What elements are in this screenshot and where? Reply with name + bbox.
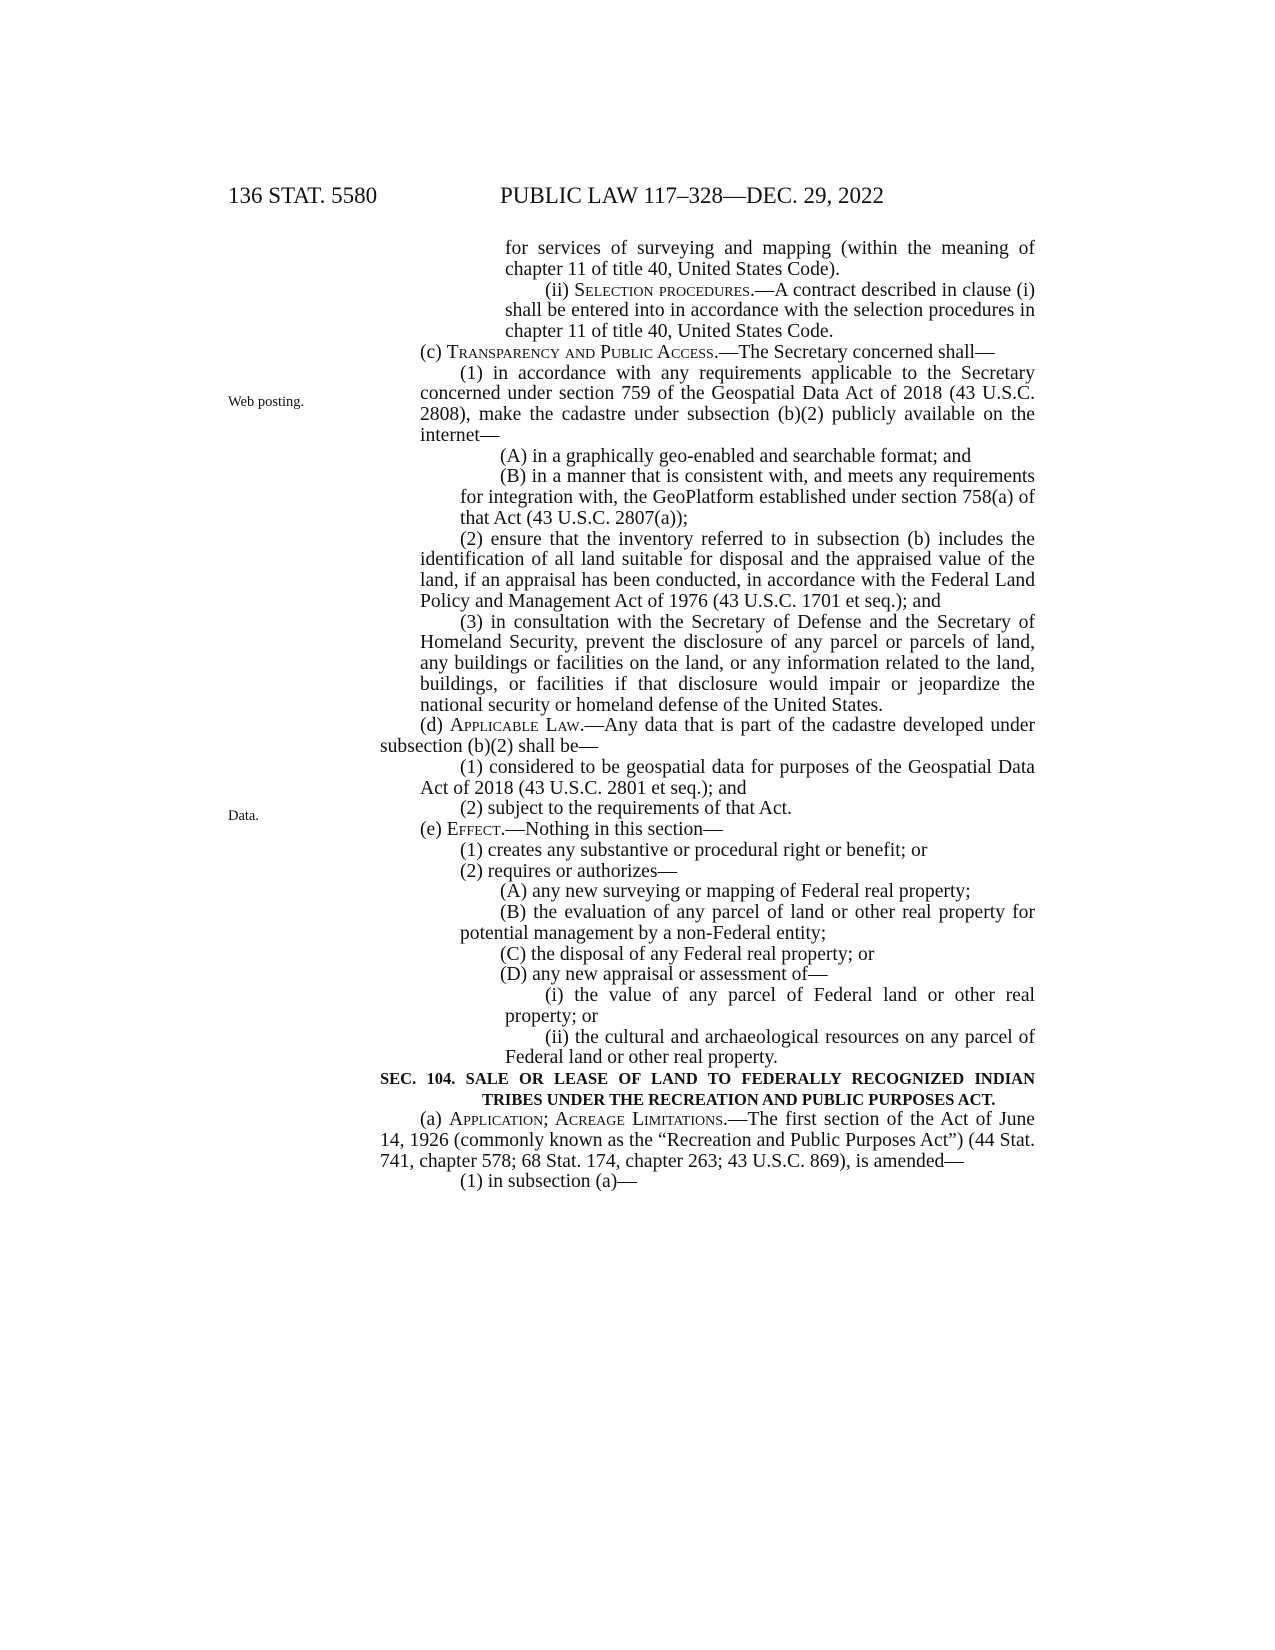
subsection-c-paragraph-1-b: (B) in a manner that is consistent with, and meets any requirements for integration with, the GeoPlatform established under section 758(a) of that Act (43 U.S.C. 2807(a));: [460, 466, 1035, 529]
subsection-d: [380, 716, 1035, 758]
paragraph-b-clause-i-continuation: for services of surveying and mapping (within the meaning of chapter 11 of title 40, United States Code).: [505, 238, 1035, 280]
section-104-subsection-a-paragraph-1: (1) in subsection (a)—: [460, 1171, 637, 1193]
subsection-text: .—The Secretary concerned shall—: [713, 341, 995, 363]
stat-reference: 136 STAT. 5580: [228, 183, 378, 208]
subsection-e-paragraph-2-c: (C) the disposal of any Federal real property; or: [500, 943, 875, 965]
subsection-heading: Applicable Law: [449, 715, 580, 737]
subsection-number: (e): [420, 819, 447, 840]
public-law-reference: PUBLIC LAW 117–328—DEC. 29, 2022: [500, 183, 885, 208]
subsection-e-paragraph-2-b: (B) the evaluation of any parcel of land or other real property for potential management by a non-Federal entity;: [460, 902, 1035, 944]
subsection-e-paragraph-2-d-i: (i) the value of any parcel of Federal land or other real property; or: [505, 985, 1035, 1027]
subsection-heading: Effect: [446, 819, 501, 840]
subsection-c-paragraph-3: (3) in consultation with the Secretary of Defense and the Secretary of Homeland Security, prevent the disclosure of any parcel or parcels of land, any buildings or facilities on the land, or any information related to the land, buildings, or facilities if that disclosure would impair or jeopardize the national security or homeland defense of the United States.: [420, 611, 1035, 716]
subsection-text: .—The first section of the Act of June 14, 1926 (commonly known as the “Recreation and Public Purposes Act”) (44 Stat. 741, chapter 578; 68 Stat. 174, chapter 263; 43 U.S.C. 869), is amended—: [380, 1109, 1035, 1172]
clause-text: .—A contract described in clause (i) shall be entered into in accordance with the selection procedures in chapter 11 of title 40, United States Code.: [505, 279, 1035, 342]
clause-number: (ii): [545, 279, 575, 301]
subsection-heading: Application; Acreage Limitations: [448, 1109, 724, 1130]
subsection-c-paragraph-1: (1) in accordance with any requirements applicable to the Secretary concerned under section 759 of the Geospatial Data Act of 2018 (43 U.S.C. 2808), make the cadastre under subsection (b)(2) publicly available on the internet—: [420, 362, 1035, 446]
subsection-c-paragraph-1-a: (A) in a graphically geo-enabled and searchable format; and: [500, 445, 972, 467]
statute-text: [380, 239, 1035, 1193]
subsection-c-paragraph-2: (2) ensure that the inventory referred to in subsection (b) includes the identification of all land suitable for disposal and the appraised value of the land, if an appraisal has been conducted, in accordance with the Federal Land Policy and Management Act of 1976 (43 U.S.C. 1701 et seq.); and: [420, 528, 1035, 612]
subsection-e-paragraph-2-a: (A) any new surveying or mapping of Federal real property;: [500, 881, 971, 903]
margin-note-web-posting: Web posting.: [228, 394, 305, 410]
page-header: [228, 183, 918, 223]
section-104-subsection-a: [380, 1110, 1035, 1172]
subsection-e: [380, 820, 1035, 841]
subsection-text: .—Any data that is part of the cadastre developed under subsection (b)(2) shall be—: [380, 715, 1035, 757]
subsection-e-paragraph-2-d: (D) any new appraisal or assessment of—: [500, 964, 828, 986]
section-104-heading: SEC. 104. SALE OR LEASE OF LAND TO FEDERALLY RECOGNIZED INDIAN TRIBES UNDER THE RECREATION AND PUBLIC PURPOSES ACT.: [380, 1069, 1035, 1109]
margin-note-data: Data.: [228, 808, 259, 824]
subsection-number: (d): [420, 715, 450, 737]
subsection-e-paragraph-2: (2) requires or authorizes—: [460, 860, 678, 882]
paragraph-b-clause-ii: [380, 281, 1035, 343]
clause-heading: Selection procedures: [574, 279, 750, 301]
subsection-c: [380, 343, 1035, 364]
subsection-heading: Transparency and Public Access: [446, 341, 714, 363]
subsection-number: (a): [420, 1109, 449, 1130]
subsection-d-paragraph-2: (2) subject to the requirements of that Act.: [460, 798, 792, 820]
subsection-e-paragraph-2-d-ii: (ii) the cultural and archaeological resources on any parcel of Federal land or other real property.: [505, 1026, 1035, 1069]
subsection-e-paragraph-1: (1) creates any substantive or procedural right or benefit; or: [460, 839, 928, 861]
subsection-d-paragraph-1: (1) considered to be geospatial data for purposes of the Geospatial Data Act of 2018 (43 U.S.C. 2801 et seq.); and: [420, 756, 1035, 799]
subsection-text: .—Nothing in this section—: [500, 819, 723, 840]
subsection-number: (c): [420, 341, 447, 363]
